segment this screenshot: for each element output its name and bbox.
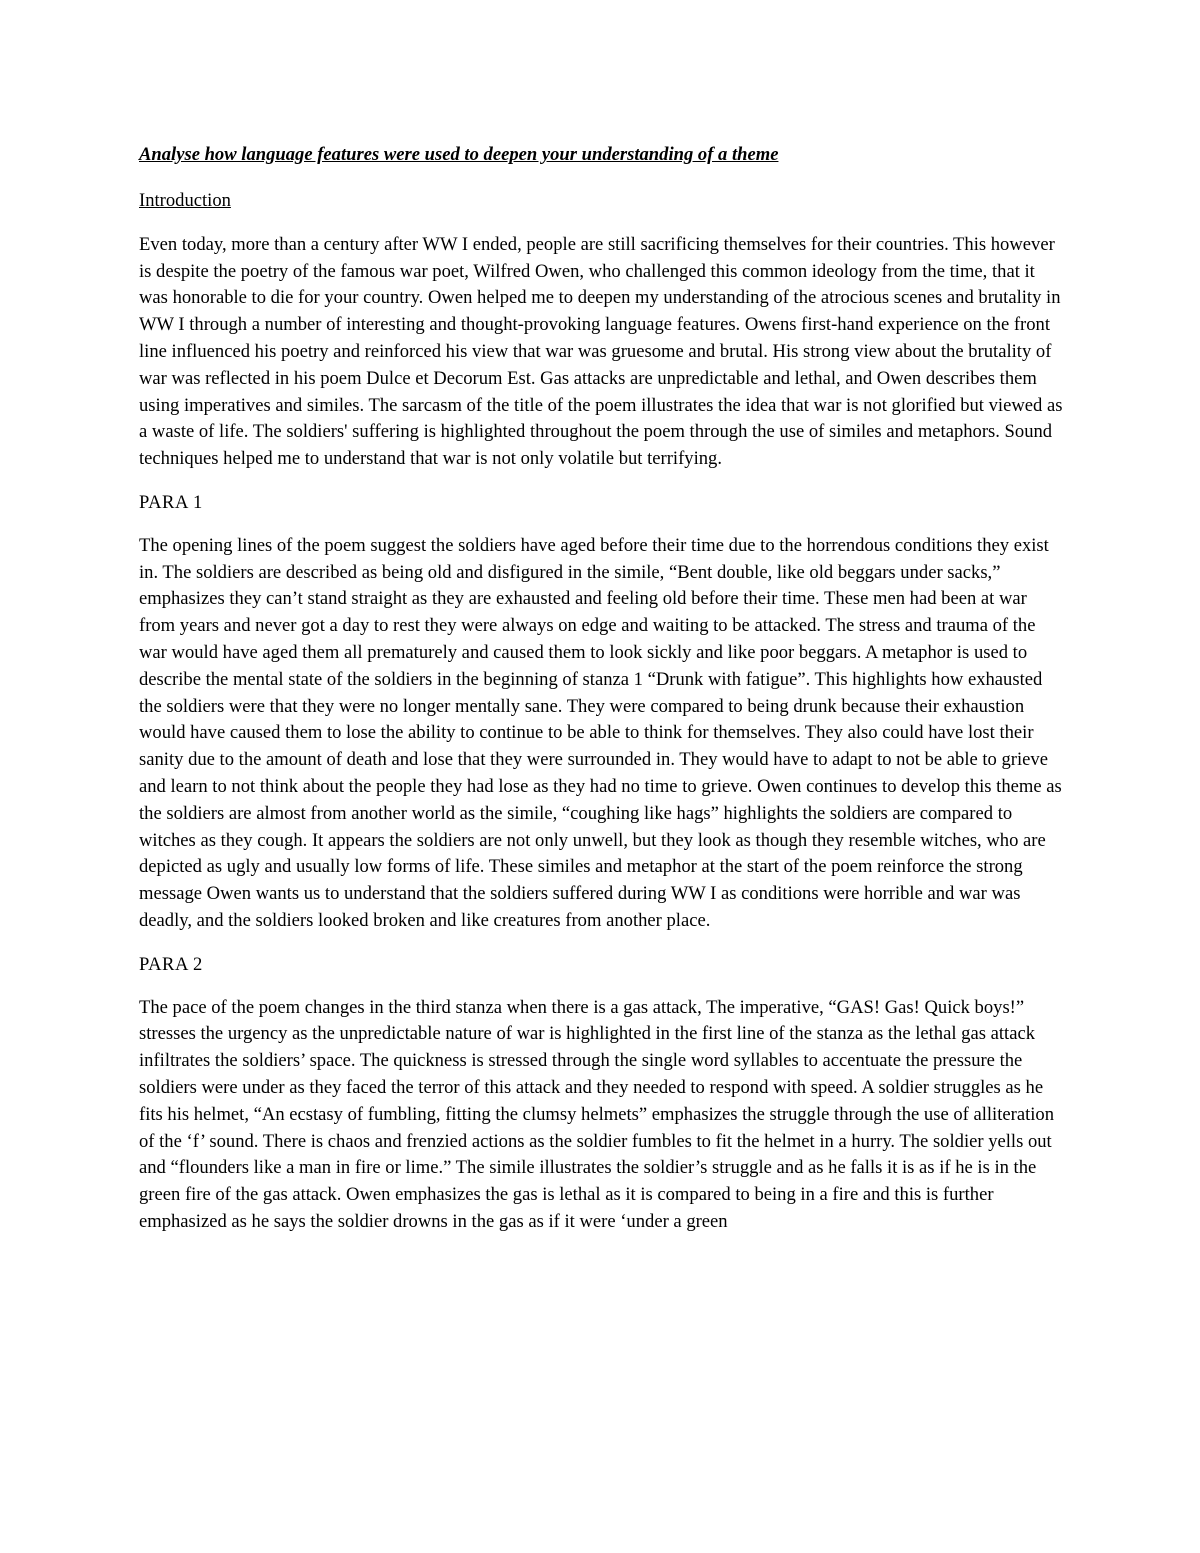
section-heading-para-1: PARA 1 — [139, 491, 203, 513]
paragraph-para-1: The opening lines of the poem suggest the soldiers have aged before their time due to the horrendous conditions they exist in. The soldiers are described as being old and disfigured in the simile, “Bent double, like old beggars under sacks,” emphasizes they can’t stand straight as they are exhausted and feeling old before their time. These men had been at war from years and never got a day to rest they were always on edge and waiting to be attacked. The stress and trauma of the war would have aged them all prematurely and caused them to look sickly and like poor beggars. A metaphor is used to describe the mental state of the soldiers in the beginning of stanza 1 “Drunk with fatigue”. This highlights how exhausted the soldiers were that they were no longer mentally sane. They were compared to being drunk because their exhaustion would have caused them to lose the ability to continue to be able to think for themselves. They also could have lost their sanity due to the amount of death and lose that they were surrounded in. They would have to adapt to not be able to grieve and learn to not think about the people they had lose as they had no time to grieve. Owen continues to develop this theme as the soldiers are almost from another world as the simile, “coughing like hags” highlights the soldiers are compared to witches as they cough. It appears the soldiers are not only unwell, but they look as though they resemble witches, who are depicted as ugly and usually low forms of life. These similes and metaphor at the start of the poem reinforce the strong message Owen wants us to understand that the soldiers suffered during WW I as conditions were horrible and war was deadly, and the soldiers looked broken and like creatures from another place. — [139, 534, 1062, 931]
section-heading-para-2: PARA 2 — [139, 953, 203, 975]
section-heading-introduction: Introduction — [139, 190, 231, 211]
document-body — [139, 141, 1064, 1253]
paragraph-para-2: The pace of the poem changes in the third stanza when there is a gas attack, The imperative, “GAS! Gas! Quick boys!” stresses the urgency as the unpredictable nature of war is highlighted in the first line of the stanza as the lethal gas attack infiltrates the soldiers’ space. The quickness is stressed through the single word syllables to accentuate the pressure the soldiers were under as they faced the terror of this attack and they needed to respond with speed. A soldier struggles as he fits his helmet, “An ecstasy of fumbling, fitting the clumsy helmets” emphasizes the struggle through the use of alliteration of the ‘f’ sound. There is chaos and frenzied actions as the soldier fumbles to fit the helmet in a hurry. The soldier yells out and “flounders like a man in fire or lime.” The simile illustrates the soldier’s struggle and as he falls it is as if he is in the green fire of the gas attack. Owen emphasizes the gas is lethal as it is compared to being in a fire and this is further emphasized as he says the soldier drowns in the gas as if it were ‘under a green — [139, 996, 1055, 1232]
document-title: Analyse how language features were used to deepen your understanding of a theme — [139, 144, 779, 165]
paragraph-introduction: Even today, more than a century after WW I ended, people are still sacrificing themselves for their countries. This however is despite the poetry of the famous war poet, Wilfred Owen, who challenged this common ideology from the time, that it was honorable to die for your country. Owen helped me to deepen my understanding of the atrocious scenes and brutality in WW I through a number of interesting and thought-provoking language features. Owens first-hand experience on the front line influenced his poetry and reinforced his view that war was gruesome and brutal. His strong view about the brutality of war was reflected in his poem Dulce et Decorum Est. Gas attacks are unpredictable and lethal, and Owen describes them using imperatives and similes. The sarcasm of the title of the poem illustrates the idea that war is not glorified but viewed as a waste of life. The soldiers' suffering is highlighted throughout the poem through the use of similes and metaphors. Sound techniques helped me to understand that war is not only volatile but terrifying. — [139, 233, 1063, 470]
